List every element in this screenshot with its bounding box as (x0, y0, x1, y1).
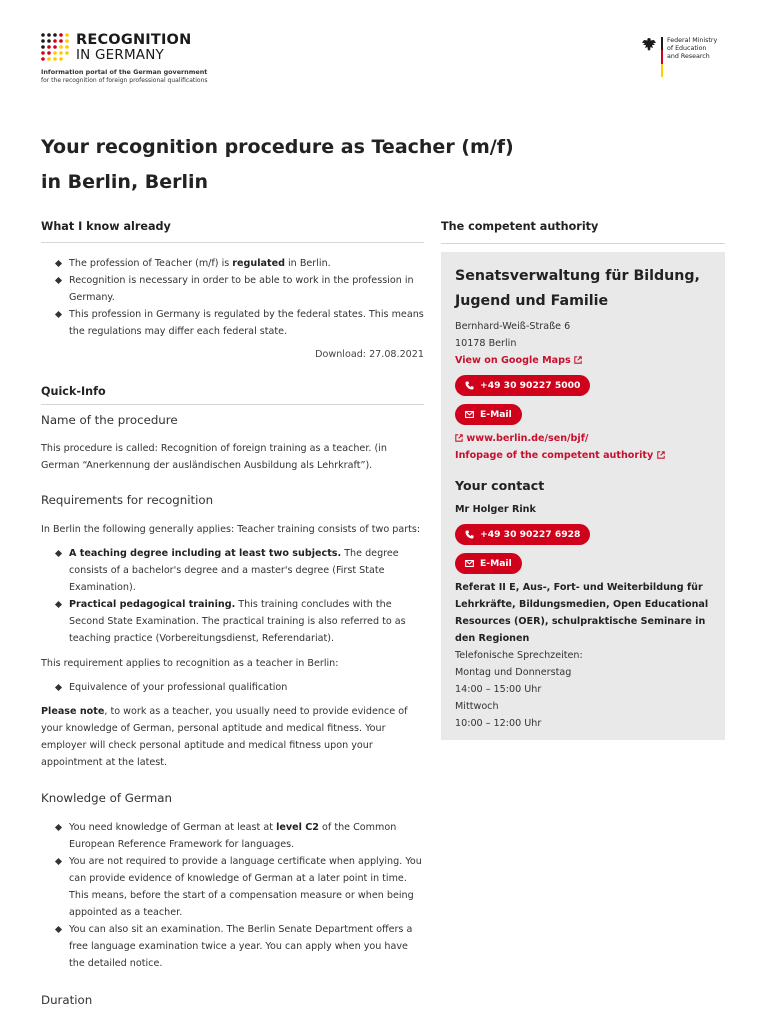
logo-info-line-1: Information portal of the German government (41, 68, 208, 76)
contact-phone-button[interactable]: +49 30 90227 6928 (455, 524, 590, 545)
external-link-icon (657, 451, 665, 459)
envelope-icon (465, 559, 474, 568)
authority-infopage-link[interactable]: Infopage of the competent authority (455, 447, 711, 464)
ministry-name: Federal Ministry of Education and Research (667, 37, 718, 60)
logo-dots-icon (41, 33, 69, 61)
please-note-text: Please note, to work as a teacher, you usually need to provide evidence of your knowledge of German, personal aptitude and medical fitness. Your employer will check personal aptitude and medical fitness upon your appointment at the latest. (41, 706, 408, 768)
list-item: You need knowledge of German at least at level C2 of the Common European Reference Framework for languages. (41, 819, 424, 853)
office-hours-label: Telefonische Sprechzeiten: (455, 650, 583, 661)
external-link-icon (455, 434, 463, 442)
knowledge-german-heading: Knowledge of German (41, 791, 172, 805)
external-link-icon (574, 356, 582, 364)
office-hours-days-2: Mittwoch (455, 701, 499, 712)
authority-panel (441, 252, 725, 740)
office-hours-time-1: 14:00 – 15:00 Uhr (455, 684, 542, 695)
list-item: Recognition is necessary in order to be able to work in the profession in Germany. (41, 272, 424, 306)
requirements-list (41, 545, 424, 647)
authority-phone-button[interactable]: +49 30 90227 5000 (455, 375, 590, 396)
competent-authority-heading: The competent authority (441, 220, 599, 233)
page-title: Your recognition procedure as Teacher (m/f) in Berlin, Berlin (41, 136, 514, 193)
logo-title: RECOGNITION (76, 32, 192, 48)
authority-website-link[interactable]: www.berlin.de/sen/bjf/ (455, 430, 711, 447)
duration-heading: Duration (41, 993, 93, 1007)
list-item: A teaching degree including at least two subjects. The degree consists of a bachelor's degree and a master's degree (First State Examination). (41, 545, 424, 596)
contact-email-button[interactable]: E-Mail (455, 553, 522, 574)
requirements-intro: In Berlin the following generally applies: Teacher training consists of two parts: (41, 524, 421, 535)
authority-email-button[interactable]: E-Mail (455, 404, 522, 425)
list-item: You are not required to provide a language certificate when applying. You can provide evidence of knowledge of German at a later point in time. This means, before the start of a compensation measure or when being appointed as a teacher. (41, 853, 424, 921)
list-item: This profession in Germany is regulated by the federal states. This means the regulations may differ each federal state. (41, 306, 424, 340)
envelope-icon (465, 410, 474, 419)
requirements-applies: This requirement applies to recognition as a teacher in Berlin: (41, 658, 339, 669)
logo-subtitle: IN GERMANY (76, 47, 164, 63)
procedure-name-text: This procedure is called: Recognition of foreign training as a teacher. (in German “Anerkennung der ausländischen Ausbildung als Lehrkraft”). (41, 443, 387, 471)
google-maps-link[interactable]: View on Google Maps (455, 352, 711, 369)
authority-city: 10178 Berlin (455, 338, 517, 349)
what-i-know-list (41, 255, 424, 340)
divider (41, 242, 424, 243)
list-item: Practical pedagogical training. This training concludes with the Second State Examination. The practical training is also referred to as teaching practice (Vorbereitungsdienst, Referendariat). (41, 596, 424, 647)
equivalence-list (41, 679, 424, 696)
logo-info-line-2: for the recognition of foreign professional qualifications (41, 77, 208, 84)
phone-icon (465, 381, 474, 390)
contact-department: Referat II E, Aus-, Fort- und Weiterbildung für Lehrkräfte, Bildungsmedien, Open Educational Resources (OER), schulpraktische Seminare in den Regionen (455, 582, 709, 644)
requirements-heading: Requirements for recognition (41, 493, 214, 507)
office-hours-days-1: Montag und Donnerstag (455, 667, 572, 678)
procedure-name-heading: Name of the procedure (41, 413, 178, 427)
authority-street: Bernhard-Weiß-Straße 6 (455, 321, 571, 332)
quick-info-heading: Quick-Info (41, 385, 106, 398)
phone-icon (465, 530, 474, 539)
german-flag-bar (661, 37, 663, 77)
authority-name: Senatsverwaltung für Bildung, Jugend und Familie (455, 268, 700, 309)
list-item: The profession of Teacher (m/f) is regulated in Berlin. (41, 255, 424, 272)
german-list (41, 819, 424, 972)
divider (441, 243, 725, 244)
divider (41, 404, 424, 405)
ministry-logo[interactable] (641, 37, 751, 81)
federal-eagle-icon (641, 37, 657, 53)
office-hours-time-2: 10:00 – 12:00 Uhr (455, 718, 542, 729)
what-i-know-heading: What I know already (41, 220, 171, 233)
your-contact-heading: Your contact (455, 478, 545, 493)
list-item: You can also sit an examination. The Berlin Senate Department offers a free language examination twice a year. You can apply when you have the detailed notice. (41, 921, 424, 972)
contact-name: Mr Holger Rink (455, 504, 536, 515)
list-item: Equivalence of your professional qualification (41, 679, 424, 696)
download-date: Download: 27.08.2021 (315, 349, 424, 360)
main-content (41, 220, 424, 1007)
